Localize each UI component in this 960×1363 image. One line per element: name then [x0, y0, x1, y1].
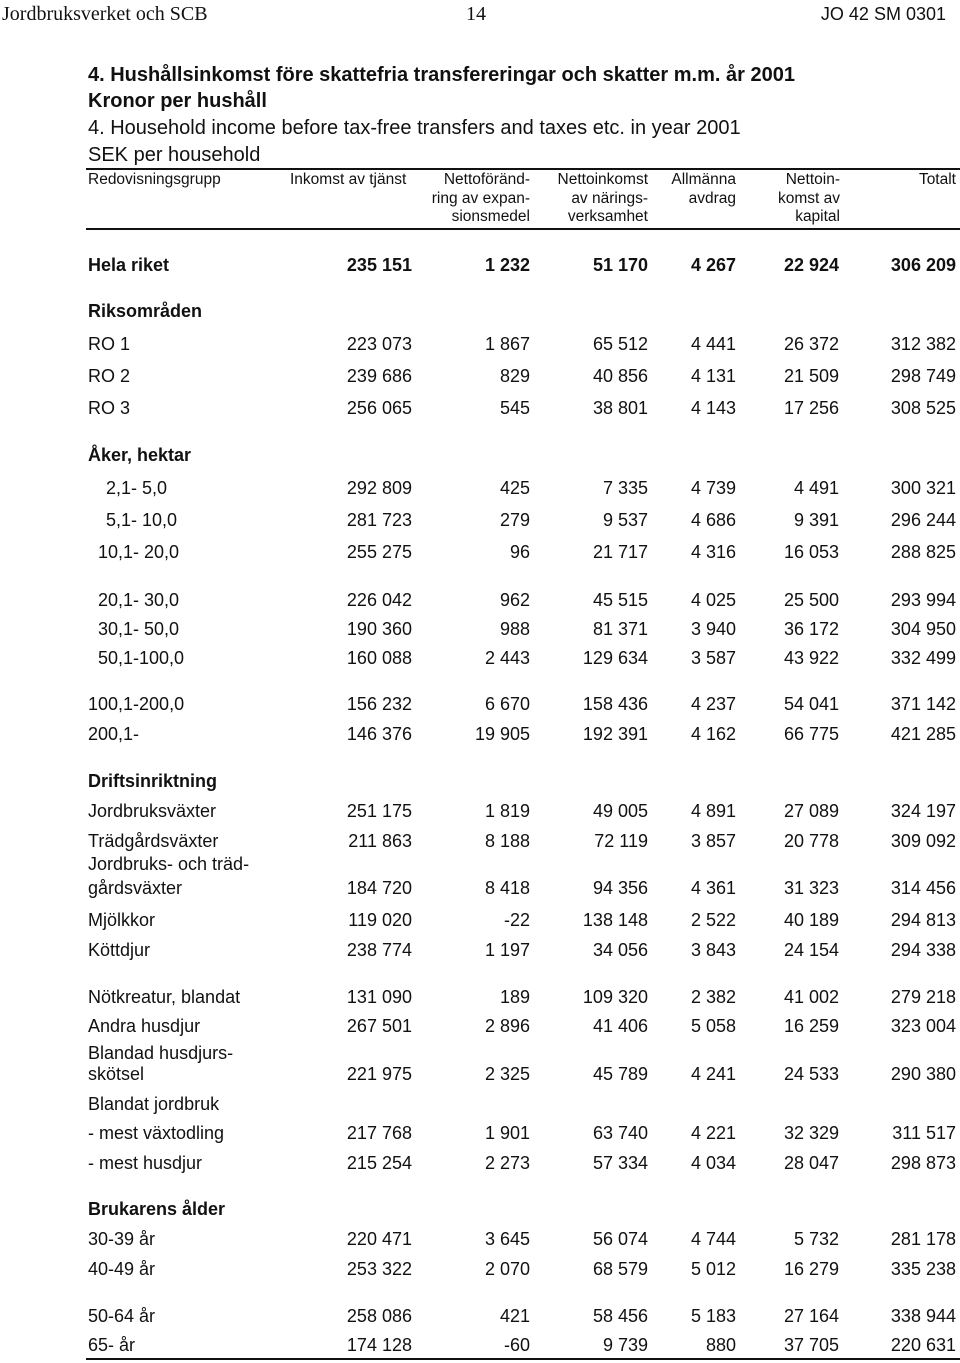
table-cell: 290 380: [890, 1064, 956, 1084]
table-cell: 72 119: [594, 831, 648, 851]
table-cell: 40 856: [592, 366, 648, 386]
table-cell: 267 501: [346, 1016, 412, 1036]
table-cell: 65 512: [592, 334, 648, 354]
table-row: [0, 722, 960, 746]
row-label: 50-64 år: [88, 1306, 156, 1326]
table-cell: 5 012: [690, 1259, 736, 1279]
table-row: [0, 908, 960, 932]
table-cell: 309 092: [890, 831, 956, 851]
table-cell: 34 056: [592, 940, 648, 960]
table-cell: 158 436: [582, 694, 648, 714]
row-label: Köttdjur: [88, 940, 151, 960]
column-header-line: avdrag: [688, 189, 736, 207]
table-cell: 235 151: [346, 255, 412, 275]
section-aker: Åker, hektar: [88, 445, 192, 465]
table-cell: 7 335: [602, 478, 648, 498]
page-number: 14: [466, 3, 486, 25]
table-cell: 1 232: [484, 255, 530, 275]
table-cell: 255 275: [346, 542, 412, 562]
row-label: - mest husdjur: [88, 1153, 203, 1173]
table-cell: 129 634: [582, 648, 648, 668]
table-cell: 421 285: [890, 724, 956, 744]
table-cell: 2 325: [484, 1064, 530, 1084]
table-row: [0, 540, 960, 564]
table-cell: 2 273: [484, 1153, 530, 1173]
column-header-5: [650, 171, 736, 208]
table-cell: 4 891: [690, 801, 736, 821]
page-header-left: Jordbruksverket och SCB: [2, 3, 208, 25]
table-cell: 56 074: [592, 1229, 648, 1249]
row-label: 50,1-100,0: [98, 648, 185, 668]
table-cell: 314 456: [890, 878, 956, 898]
table-row: [0, 1227, 960, 1251]
table-cell: 304 950: [890, 619, 956, 639]
table-cell: 3 645: [484, 1229, 530, 1249]
table-cell: 20 778: [783, 831, 839, 851]
table-cell: 2 070: [484, 1259, 530, 1279]
table-cell: 63 740: [592, 1123, 648, 1143]
table-cell: 54 041: [783, 694, 839, 714]
table-cell: 421: [499, 1306, 530, 1326]
header-bottom-rule: [86, 228, 960, 230]
row-label: Hela riket: [88, 255, 170, 275]
row-label: 65- år: [88, 1335, 136, 1355]
table-cell: 256 065: [346, 398, 412, 418]
table-cell: 323 004: [890, 1016, 956, 1036]
row-label: - mest växtodling: [88, 1123, 225, 1143]
table-cell: 81 371: [592, 619, 648, 639]
table-row: [0, 938, 960, 962]
table-row: [0, 1014, 960, 1038]
table-cell: 4 739: [690, 478, 736, 498]
table-cell: 238 774: [346, 940, 412, 960]
table-cell: 311 517: [892, 1123, 956, 1143]
table-cell: 5 183: [690, 1306, 736, 1326]
table-cell: 32 329: [783, 1123, 839, 1143]
table-cell: 109 320: [582, 987, 648, 1007]
table-cell: 292 809: [346, 478, 412, 498]
table-cell: 184 720: [346, 878, 412, 898]
row-label: 200,1-: [88, 724, 140, 744]
row-label: 40-49 år: [88, 1259, 156, 1279]
table-cell: 160 088: [346, 648, 412, 668]
column-header-1: [88, 171, 248, 190]
table-cell: 962: [499, 590, 530, 610]
table-cell: 27 164: [783, 1306, 839, 1326]
table-cell: 306 209: [890, 255, 956, 275]
table-cell: 2 522: [690, 910, 736, 930]
table-cell: 24 533: [783, 1064, 839, 1084]
table-cell: 3 940: [690, 619, 736, 639]
table-cell: 4 237: [690, 694, 736, 714]
table-row: [0, 332, 960, 356]
table-cell: 308 525: [890, 398, 956, 418]
table-cell: 217 768: [346, 1123, 412, 1143]
table-cell: 3 843: [690, 940, 736, 960]
table-cell: 4 744: [690, 1229, 736, 1249]
column-header-4: [520, 171, 648, 227]
row-label: Trädgårdsväxter: [88, 831, 219, 851]
section-driftsinriktning: Driftsinriktning: [88, 771, 217, 791]
table-cell: 294 813: [890, 910, 956, 930]
table-row: [0, 829, 960, 853]
table-row: [0, 588, 960, 612]
label-line1-blandad-husdjur: Blandad husdjurs-: [88, 1043, 234, 1063]
row-label: gårdsväxter: [88, 878, 183, 898]
column-header-line: kapital: [795, 208, 840, 225]
table-cell: 21 717: [592, 542, 648, 562]
table-cell: 2 896: [484, 1016, 530, 1036]
table-cell: 66 775: [783, 724, 839, 744]
table-cell: 4 131: [690, 366, 736, 386]
column-header-line: Totalt: [918, 171, 956, 188]
page-header-right: JO 42 SM 0301: [820, 4, 946, 24]
table-cell: 138 148: [582, 910, 648, 930]
table-cell: 3 857: [690, 831, 736, 851]
table-cell: 221 975: [346, 1064, 412, 1084]
table-cell: -60: [503, 1335, 530, 1355]
table-cell: 3 587: [690, 648, 736, 668]
table-cell: 119 020: [348, 910, 412, 930]
table-cell: 281 723: [346, 510, 412, 530]
table-row: [0, 508, 960, 532]
table-cell: 1 901: [484, 1123, 530, 1143]
table-cell: 281 178: [890, 1229, 956, 1249]
table-cell: 988: [499, 619, 530, 639]
table-cell: 94 356: [592, 878, 648, 898]
table-cell: 220 471: [346, 1229, 412, 1249]
table-cell: 4 143: [690, 398, 736, 418]
table-cell: 4 221: [690, 1123, 736, 1143]
row-label: RO 3: [88, 398, 131, 418]
table-cell: 4 361: [690, 878, 736, 898]
table-title-en: 4. Household income before tax-free transfers and taxes etc. in year 2001: [88, 117, 741, 139]
section-riksomraden: Riksområden: [88, 301, 203, 321]
table-cell: 324 197: [890, 801, 956, 821]
table-cell: 174 128: [346, 1335, 412, 1355]
table-cell: 37 705: [783, 1335, 839, 1355]
table-cell: 41 406: [592, 1016, 648, 1036]
row-label: 20,1- 30,0: [98, 590, 180, 610]
table-cell: 251 175: [346, 801, 412, 821]
column-header-line: Nettoin-: [785, 171, 840, 188]
column-header-6: [740, 171, 840, 227]
table-cell: 45 515: [592, 590, 648, 610]
column-header-line: Nettoinkomst: [557, 171, 648, 188]
table-cell: 425: [499, 478, 530, 498]
table-row: [0, 1062, 960, 1086]
table-cell: 4 686: [690, 510, 736, 530]
table-cell: 1 197: [484, 940, 530, 960]
table-cell: 24 154: [783, 940, 839, 960]
row-label: 30-39 år: [88, 1229, 156, 1249]
column-header-line: Redovisningsgrupp: [88, 171, 221, 188]
column-header-line: Nettoföränd-: [443, 171, 530, 188]
table-cell: 26 372: [783, 334, 839, 354]
table-row: [0, 1257, 960, 1281]
table-cell: 239 686: [346, 366, 412, 386]
table-cell: 8 188: [484, 831, 530, 851]
table-cell: 298 873: [890, 1153, 956, 1173]
column-header-line: verksamhet: [567, 208, 648, 225]
table-cell: 335 238: [890, 1259, 956, 1279]
table-cell: 189: [499, 987, 530, 1007]
table-cell: 338 944: [890, 1306, 956, 1326]
table-cell: 4 491: [793, 478, 839, 498]
table-cell: 43 922: [783, 648, 839, 668]
table-cell: 45 789: [592, 1064, 648, 1084]
label-line1-jordbruks-tradgard: Jordbruks- och träd-: [88, 854, 250, 874]
table-cell: 16 259: [783, 1016, 839, 1036]
table-cell: 300 321: [890, 478, 956, 498]
column-header-line: ring av expan-: [431, 189, 530, 207]
column-header-line: Allmänna: [671, 171, 736, 188]
table-cell: 4 267: [690, 255, 736, 275]
column-header-line: sionsmedel: [451, 208, 530, 225]
column-header-3: [400, 171, 530, 227]
table-cell: 226 042: [346, 590, 412, 610]
table-cell: 223 073: [346, 334, 412, 354]
table-cell: 16 279: [783, 1259, 839, 1279]
table-cell: 312 382: [890, 334, 956, 354]
column-header-line: Inkomst av tjänst: [290, 171, 407, 188]
table-bottom-rule: [86, 1358, 960, 1360]
table-cell: 21 509: [783, 366, 839, 386]
table-cell: 190 360: [346, 619, 412, 639]
table-cell: 211 863: [348, 831, 412, 851]
table-cell: 6 670: [484, 694, 530, 714]
table-cell: 8 418: [484, 878, 530, 898]
table-subtitle-sv: Kronor per hushåll: [88, 90, 267, 112]
table-cell: 288 825: [890, 542, 956, 562]
table-cell: 27 089: [783, 801, 839, 821]
table-cell: 2 443: [484, 648, 530, 668]
table-cell: 41 002: [783, 987, 839, 1007]
table-cell: 51 170: [592, 255, 648, 275]
table-cell: 5 058: [690, 1016, 736, 1036]
row-label: RO 1: [88, 334, 131, 354]
label-blandat-jordbruk: Blandat jordbruk: [88, 1094, 220, 1114]
table-cell: 58 456: [592, 1306, 648, 1326]
row-label: RO 2: [88, 366, 131, 386]
table-cell: 2 382: [690, 987, 736, 1007]
table-cell: 1 867: [484, 334, 530, 354]
table-row: [0, 876, 960, 900]
row-label: 100,1-200,0: [88, 694, 185, 714]
table-row: [0, 799, 960, 823]
row-label: 30,1- 50,0: [98, 619, 180, 639]
table-row: [0, 364, 960, 388]
column-header-line: av närings-: [571, 189, 648, 207]
table-cell: 17 256: [783, 398, 839, 418]
table-row: [0, 692, 960, 716]
table-cell: -22: [503, 910, 530, 930]
table-cell: 829: [499, 366, 530, 386]
table-cell: 16 053: [783, 542, 839, 562]
table-cell: 294 338: [890, 940, 956, 960]
column-header-7: [860, 171, 956, 190]
table-cell: 31 323: [783, 878, 839, 898]
table-cell: 192 391: [582, 724, 648, 744]
table-cell: 279 218: [890, 987, 956, 1007]
table-cell: 332 499: [890, 648, 956, 668]
table-cell: 298 749: [890, 366, 956, 386]
row-label: skötsel: [88, 1064, 145, 1084]
table-cell: 38 801: [592, 398, 648, 418]
table-row: [0, 396, 960, 420]
table-row: [0, 1333, 960, 1357]
table-cell: 96: [509, 542, 530, 562]
table-cell: 545: [499, 398, 530, 418]
table-row: [0, 1151, 960, 1175]
table-cell: 57 334: [592, 1153, 648, 1173]
table-cell: 36 172: [783, 619, 839, 639]
table-top-rule: [86, 168, 960, 170]
table-cell: 296 244: [890, 510, 956, 530]
table-row: [0, 1304, 960, 1328]
row-label: 10,1- 20,0: [98, 542, 180, 562]
column-header-line: komst av: [777, 189, 840, 207]
table-cell: 1 819: [484, 801, 530, 821]
table-cell: 4 441: [690, 334, 736, 354]
table-row: [0, 617, 960, 641]
table-cell: 40 189: [783, 910, 839, 930]
table-cell: 156 232: [346, 694, 412, 714]
table-cell: 293 994: [890, 590, 956, 610]
table-cell: 146 376: [346, 724, 412, 744]
section-brukarens-alder: Brukarens ålder: [88, 1199, 226, 1219]
table-cell: 4 034: [690, 1153, 736, 1173]
row-label: 5,1- 10,0: [106, 510, 178, 530]
row-label: Mjölkkor: [88, 910, 156, 930]
table-title-sv: 4. Hushållsinkomst före skattefria transfereringar och skatter m.m. år 2001: [88, 64, 795, 86]
row-label: Jordbruksväxter: [88, 801, 217, 821]
column-header-2: [290, 171, 412, 190]
table-cell: 28 047: [783, 1153, 839, 1173]
table-cell: 22 924: [783, 255, 839, 275]
table-cell: 68 579: [592, 1259, 648, 1279]
table-cell: 19 905: [474, 724, 530, 744]
table-row: [0, 1121, 960, 1145]
table-cell: 215 254: [346, 1153, 412, 1173]
table-cell: 220 631: [890, 1335, 956, 1355]
table-cell: 253 322: [346, 1259, 412, 1279]
table-row: [0, 253, 960, 277]
table-cell: 9 739: [602, 1335, 648, 1355]
table-cell: 4 162: [690, 724, 736, 744]
table-cell: 9 391: [793, 510, 839, 530]
table-cell: 4 025: [690, 590, 736, 610]
row-label: 2,1- 5,0: [106, 478, 168, 498]
row-label: Andra husdjur: [88, 1016, 201, 1036]
table-row: [0, 476, 960, 500]
table-cell: 131 090: [346, 987, 412, 1007]
table-cell: 4 316: [690, 542, 736, 562]
table-cell: 880: [705, 1335, 736, 1355]
row-label: Nötkreatur, blandat: [88, 987, 241, 1007]
table-row: [0, 646, 960, 670]
table-cell: 4 241: [690, 1064, 736, 1084]
table-cell: 9 537: [602, 510, 648, 530]
table-cell: 5 732: [793, 1229, 839, 1249]
table-cell: 371 142: [890, 694, 956, 714]
table-cell: 279: [499, 510, 530, 530]
table-row: [0, 985, 960, 1009]
table-cell: 258 086: [346, 1306, 412, 1326]
table-subtitle-en: SEK per household: [88, 144, 261, 166]
table-cell: 49 005: [592, 801, 648, 821]
table-cell: 25 500: [783, 590, 839, 610]
